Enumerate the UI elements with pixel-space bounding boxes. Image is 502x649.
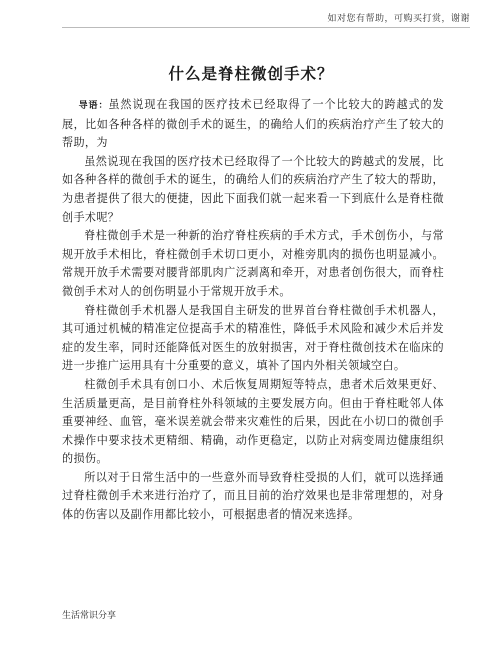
lead-paragraph [62, 96, 444, 153]
article-body [62, 96, 444, 525]
body-paragraph: 脊柱微创手术是一种新的治疗脊柱疾病的手术方式，手术创伤小，与常规开放手术相比，脊柱微创手术切口更小，对椎旁肌肉的损伤也明显减小。常规开放手术需要对腰背部肌肉广泛剥离和牵开，对患者创伤很大，而脊柱微创手术对人的创伤明显小于常规开放手术。 [62, 229, 444, 298]
lead-label: 导语： [78, 101, 109, 111]
footer-note: 生活常识分享 [62, 611, 117, 621]
body-paragraph: 脊柱微创手术机器人是我国自主研发的世界首台脊柱微创手术机器人，其可通过机械的精准定位提高手术的精准性，降低手术风险和减少术后并发症的发生率，同时还能降低对医生的放射损害，对于脊柱微创技术在临床的进一步推广运用具有十分重要的意义，填补了国内外相关领域空白。 [62, 303, 444, 373]
body-paragraph: 柱微创手术具有创口小、术后恢复周期短等特点，患者术后效果更好、生活质量更高，是目前脊柱外科领域的主要发展方向。但由于脊柱毗邻人体重要神经、血管，毫米误差就会带来灾难性的后果，因此在小切口的微创手术操作中要求技术更精细、精确，动作更稳定，以防止对病变周边健康组织的损伤。 [62, 377, 444, 466]
body-paragraph: 所以对于日常生活中的一些意外而导致脊柱受损的人们，就可以选择通过脊柱微创手术来进行治疗了，而且目前的治疗效果也是非常理想的，对身体的伤害以及副作用都比较小，可根据患者的情况来选择。 [62, 470, 444, 522]
page-title: 什么是脊柱微创手术？ [168, 65, 334, 83]
header-divider [62, 27, 470, 28]
header-note: 如对您有帮助，可购买打赏，谢谢 [327, 14, 470, 24]
lead-text: 虽然说现在我国的医疗技术已经取得了一个比较大的跨越式的发展，比如各种各样的微创手术的诞生，的确给人们的疾病治疗产生了较大的帮助，为 [62, 98, 444, 150]
body-paragraph: 虽然说现在我国的医疗技术已经取得了一个比较大的跨越式的发展，比如各种各样的微创手术的诞生，的确给人们的疾病治疗产生了较大的帮助，为患者提供了很大的便捷，因此下面我们就一起来看一下到底什么是脊柱微创手术呢？ [62, 154, 444, 224]
